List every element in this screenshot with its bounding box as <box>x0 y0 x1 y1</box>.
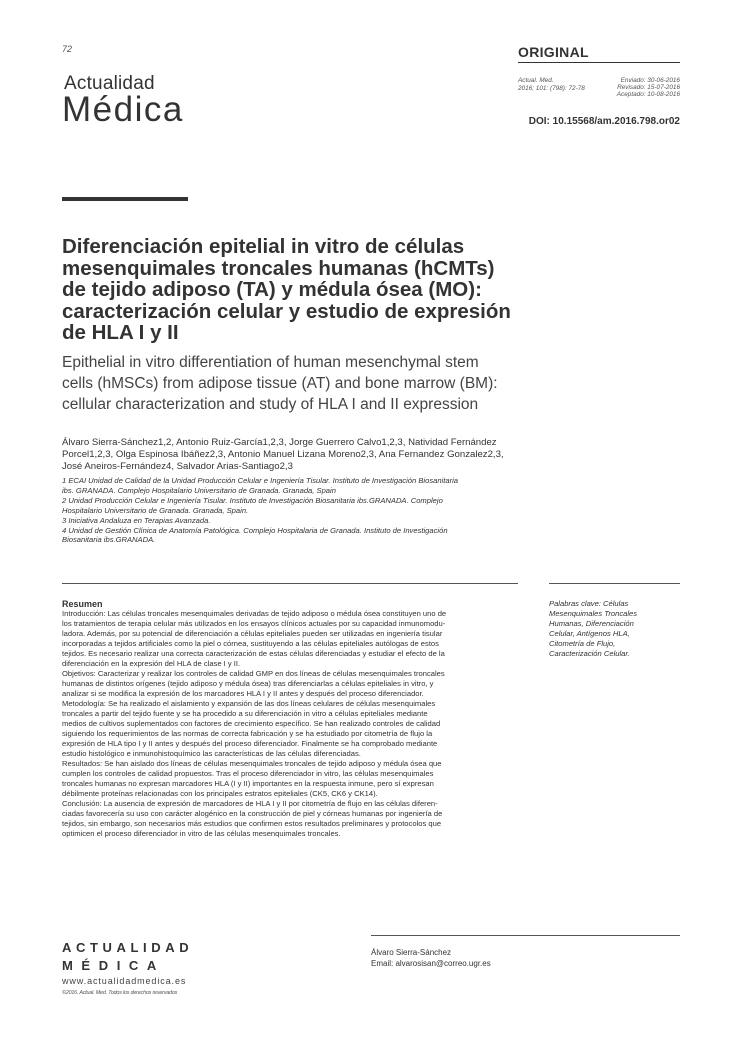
contact-email: Email: alvarosisan@correo.ugr.es <box>371 959 491 968</box>
authors-line: Álvaro Sierra-Sánchez1,2, Antonio Ruiz-García1,2,3, Jorge Guerrero Calvo1,2,3, Natividad Fernández <box>62 437 497 448</box>
subtitle-line: cells (hMSCs) from adipose tissue (AT) and bone marrow (BM): <box>62 375 498 392</box>
abstract-line: tejidos, sin embargo, son necesarios más estudios que confirmen estos resultados preliminares y protocolos que <box>62 819 442 828</box>
article-title <box>62 236 520 344</box>
abstract-line: ladora. Además, por su potencial de diferenciación a células epiteliales pueden ser utilizadas en ingeniería tisular <box>62 629 443 638</box>
page-number: 72 <box>62 44 73 54</box>
keywords-line: Caracterización Celular. <box>549 649 630 658</box>
abstract-line: cumplen los controles de calidad propuestos. Tras el proceso diferenciador in vitro, las células mesenquimales <box>62 769 434 778</box>
submission-dates <box>598 77 680 98</box>
abstract-line: diferenciación en la expresión del HLA de clase I y II. <box>62 659 241 668</box>
abstract-line: optimicen el proceso diferenciador in vitro de las células mesenquimales troncales. <box>62 829 341 838</box>
affiliation-line: 1 ECAI Unidad de Calidad de la Unidad Producción Celular e Ingeniería Tisular. Instituto de Investigación Biosanitaria <box>62 476 459 485</box>
affiliation-line: 4 Unidad de Gestión Clínica de Anatomía Patológica. Complejo Hospitalaria de Granada. Instituto de Investigación <box>62 525 448 535</box>
section-label: ORIGINAL <box>518 44 589 60</box>
abstract-line: Introducción: Las células troncales mesenquimales derivadas de tejido adiposo o médula ósea constituyen uno de <box>62 609 447 618</box>
journal-logo-line2: Médica <box>62 90 184 129</box>
citation-line: 2016; 101: (798): 72-78 <box>518 84 585 92</box>
authors <box>62 437 518 473</box>
abstract-line: Objetivos: Caracterizar y realizar los controles de calidad GMP en dos líneas de células mesenquimales troncales <box>62 669 445 678</box>
abstract-line: incorporadas a tejidos artificiales como la piel o córnea, sustituyendo a las células epiteliales autólogas de estos <box>62 639 439 648</box>
keywords-line: Celular, Antígenos HLA, <box>549 629 630 638</box>
keywords-line: Mesenquimales Troncales <box>549 609 638 618</box>
citation-line: Actual. Med. <box>518 77 554 84</box>
date-sent: Enviado: 30-06-2016 <box>620 77 680 84</box>
footer-copyright: ©2016. Actual. Med. Todos los derechos reservados <box>62 990 178 996</box>
contact-name: Álvaro Sierra-Sánchez <box>371 948 452 957</box>
date-revised: Revisado: 15-07-2016 <box>617 84 680 91</box>
abstract-line: medios de cultivos suplementados con factores de crecimiento específico. Se han realizado controles de calidad <box>62 719 441 728</box>
header-divider-bar <box>62 197 188 201</box>
abstract-line: troncales humanas no expresan marcadores HLA (I y II) importantes en la respuesta inmune, pero sí expresan <box>62 779 434 788</box>
date-accepted: Aceptado: 10-08-2016 <box>616 91 680 98</box>
abstract-line: tejidos. Es necesario realizar una correcta caracterización de estas células diferenciadas y estudiar el efecto de la <box>62 649 445 658</box>
citation <box>518 77 598 92</box>
keywords-divider <box>549 583 680 584</box>
footer-logo-line1: ACTUALIDAD <box>62 940 194 955</box>
abstract-line: ciadas favorecería su uso con carácter alogénico en la construcción de piel y córneas humanas por ingeniería de <box>62 809 443 818</box>
article-title-english <box>62 352 532 415</box>
abstract-line: troncales a partir del tejido fuente y se ha procedido a su diferenciación in vitro a células epiteliales mediante <box>62 709 428 718</box>
title-line: caracterización celular y estudio de expresión <box>62 299 511 323</box>
title-line: de tejido adiposo (TA) y médula ósea (MO): <box>62 278 482 301</box>
affiliation-line: 2 Unidad Producción Celular e Ingeniería Tisular. Instituto de Investigación Biosanitaria ibs.GRANADA. Complejo <box>62 495 443 505</box>
affiliations <box>62 476 518 545</box>
keywords-line: Citometría de Flujo, <box>549 639 616 648</box>
abstract-line: Conclusión: La ausencia de expresión de marcadores de HLA I y II por citometría de flujo en las células diferen- <box>62 799 438 808</box>
title-line: Diferenciación epitelial in vitro de células <box>62 235 465 258</box>
abstract-line: los tratamientos de terapia celular más utilizados en los ensayos clínicos actuales por su capacidad inmunomodu- <box>62 619 446 628</box>
abstract-heading: Resumen <box>62 599 103 609</box>
keywords-line: Palabras clave: Células <box>549 599 629 608</box>
doi: DOI: 10.15568/am.2016.798.or02 <box>528 116 680 127</box>
title-line: de HLA I y II <box>62 321 179 344</box>
abstract-body <box>62 609 518 839</box>
abstract-line: estudio histológico e inmunohistoquímico las características de las células diferenciadas. <box>62 749 361 758</box>
affiliation-line: Hospitalario Universitario de Granada. Granada, Spain. <box>62 505 249 515</box>
subtitle-line: Epithelial in vitro differentiation of human mesenchymal stem <box>62 354 479 371</box>
abstract-line: humanas de distintos orígenes (tejido adiposo y médula ósea) tras diferenciarlas a células epiteliales in vitro, y <box>62 679 434 688</box>
authors-line: José Aneiros-Fernández4, Salvador Arias-Santiago2,3 <box>62 461 293 472</box>
abstract-line: analizar si se modifica la expresión de los marcadores HLA I y II antes y después del proceso diferenciador. <box>62 689 424 698</box>
affiliation-line: 3 Iniciativa Andaluza en Terapias Avanzada. <box>62 515 211 525</box>
footer-logo-line2: MÉDICA <box>62 958 165 973</box>
section-underline <box>518 62 680 63</box>
abstract-line: Metodología: Se ha realizado el aislamiento y expansión de las dos líneas celulares de células mesenquimales <box>62 699 436 708</box>
abstract-line: débilmente proteínas relacionadas con los principales estratos epiteliales (CK5, CK6 y CK14). <box>62 789 378 798</box>
footer-website: www.actualidadmedica.es <box>62 976 187 986</box>
abstract-line: Resultados: Se han aislado dos líneas de células mesenquimales troncales de tejido adiposo y médula ósea que <box>62 759 442 768</box>
contact-divider <box>371 935 680 936</box>
title-line: mesenquimales troncales humanas (hCMTs) <box>62 256 495 280</box>
affiliation-line: ibs. GRANADA. Complejo Hospitalario Universitario de Granada. Granada, Spain <box>62 485 336 495</box>
abstract-line: siguiendo los requerimientos de las normas de correcta fabricación y se ha estudiado por citometría de flujo la <box>62 729 433 738</box>
keywords-line: Humanas, Diferenciación <box>549 619 634 628</box>
affiliation-line: Biosanitaria ibs.GRANADA. <box>62 535 156 545</box>
abstract-line: expresión de HLA tipo I y II antes y después del proceso diferenciador. Finalmente se ha comprobado mediante <box>62 739 438 748</box>
subtitle-line: cellular characterization and study of HLA I and II expression <box>62 396 479 413</box>
keywords <box>549 599 680 659</box>
authors-line: Porcel1,2,3, Olga Espinosa Ibáñez2,3, Antonio Manuel Lizana Moreno2,3, Ana Fernandez Gonzalez2,3, <box>62 449 504 460</box>
abstract-divider <box>62 583 518 584</box>
journal-logo-line1: Actualidad <box>64 73 155 94</box>
